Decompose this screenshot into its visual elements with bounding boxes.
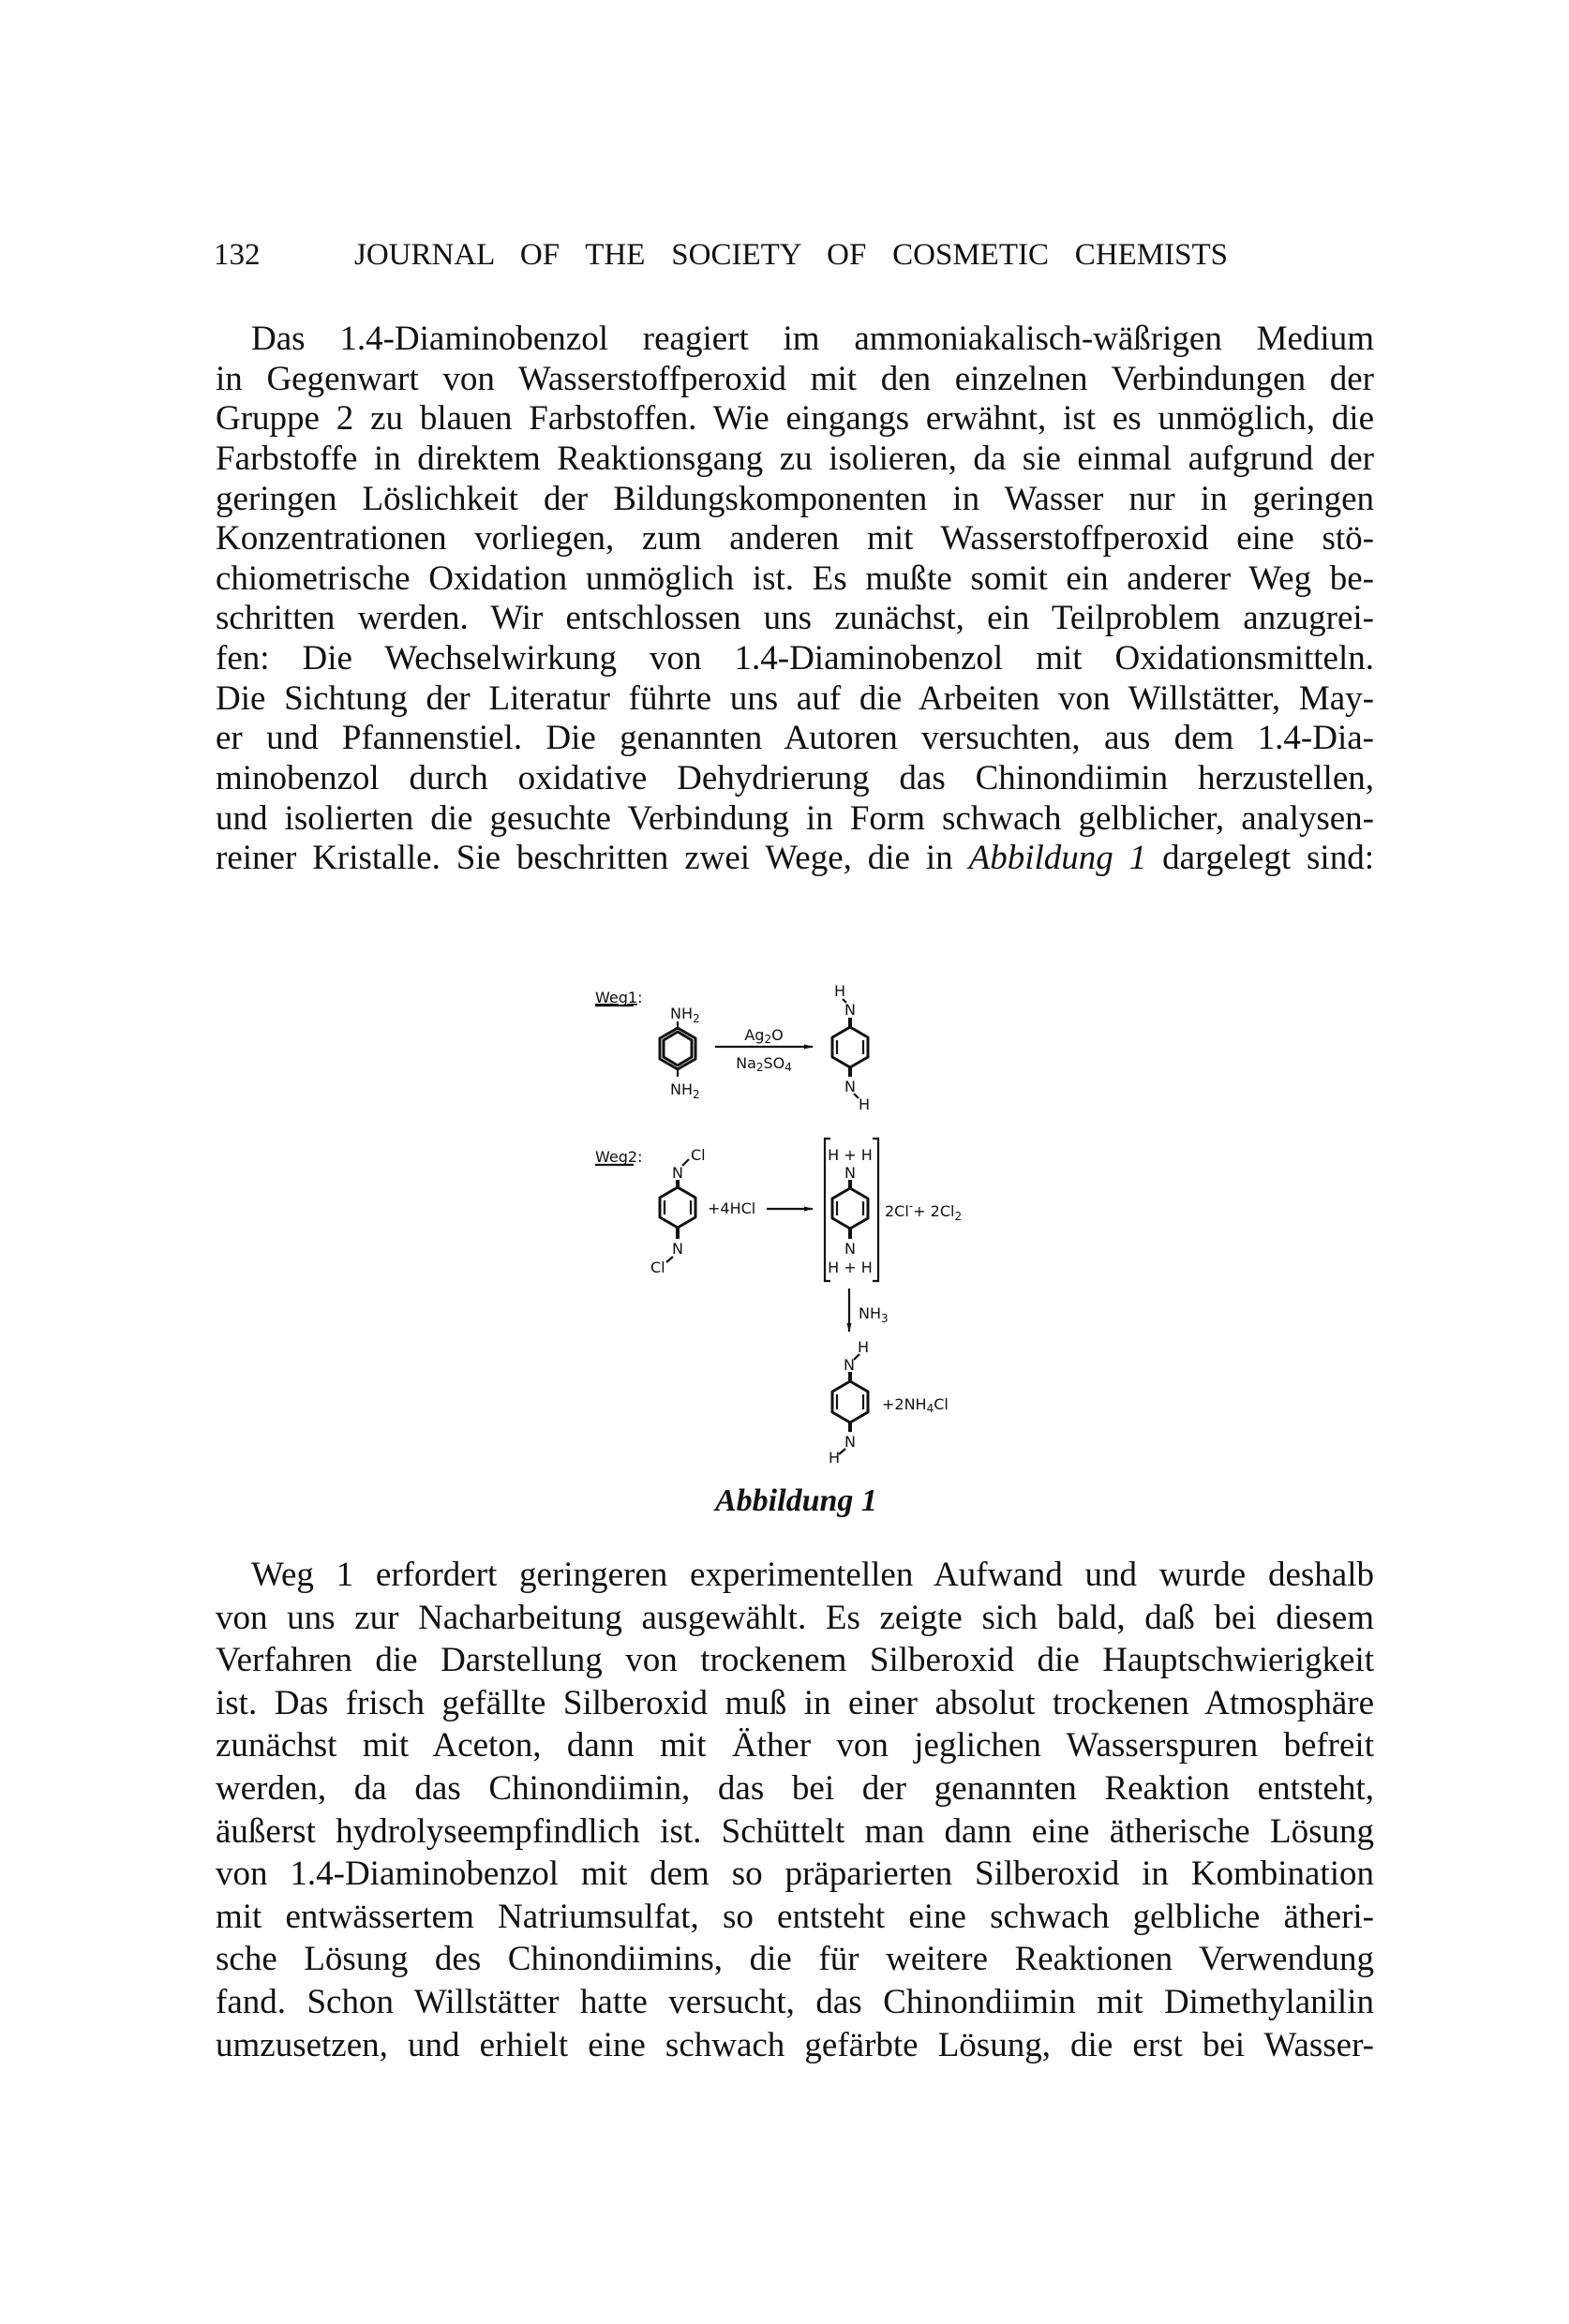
page-number: 132 <box>214 238 261 272</box>
chlorine-label: Cl <box>691 1146 706 1164</box>
text-line-content: Die Sichtung der Literatur führte uns auf die Arbeiten von Willstätter, May- <box>216 678 1374 718</box>
weg2-label: Weg2: <box>595 1148 643 1166</box>
right-bracket <box>873 1139 878 1281</box>
chinondiimin-product <box>829 1338 869 1467</box>
text-line-content: Gruppe 2 zu blauen Farbstoffen. Wie eingangs erwähnt, ist es unmöglich, die <box>216 399 1374 439</box>
text-segment: reiner Kristalle. Sie beschritten zwei Wege, die in <box>216 839 969 878</box>
text-line-content: fand. Schon Willstätter hatte versucht, das Chinondiimin mit Dimethylanilin <box>216 1982 1374 2021</box>
text-segment: dargelegt sind: <box>1146 839 1374 878</box>
text-line-content: äußerst hydrolyseempfindlich ist. Schüttelt man dann eine ätherische Lösung <box>216 1811 1374 1851</box>
text-line <box>216 2024 1374 2067</box>
iminium-hydrogens: H + H <box>828 1146 873 1164</box>
text-line <box>216 1938 1374 1981</box>
text-line-content: fen: Die Wechselwirkung von 1.4-Diaminobenzol mit Oxidationsmitteln. <box>216 639 1374 678</box>
benzene-ring <box>660 1028 695 1069</box>
figure-caption: Abbildung 1 <box>715 1483 877 1518</box>
journal-title-text: JOURNAL OF THE SOCIETY OF COSMETIC CHEMISTS <box>354 238 1228 272</box>
text-line-content: Das 1.4-Diaminobenzol reagiert im ammoniakalisch-wäßrigen Medium <box>251 320 1374 358</box>
text-line-content: sche Lösung des Chinondiimins, die für weitere Reaktionen Verwendung <box>216 1940 1374 1979</box>
chinondiimin-molecule <box>832 982 870 1113</box>
text-line <box>216 1597 1374 1640</box>
text-line-content: ist. Das frisch gefällte Silberoxid muß in einer absolut trockenen Atmosphäre <box>216 1683 1374 1722</box>
text-line-content: Verfahren die Darstellung von trockenem Silberoxid die Hauptschwierigkeit <box>216 1641 1374 1680</box>
reagent-hcl: +4HCl <box>708 1199 756 1217</box>
hydrogen-label: H <box>829 1449 841 1467</box>
chlorine-label: Cl <box>650 1259 665 1276</box>
text-line-content: geringen Löslichkeit der Bildungskomponenten in Wasser nur in geringen <box>216 479 1374 518</box>
hydrogen-label: H <box>859 1095 871 1113</box>
text-line <box>216 1682 1374 1725</box>
text-line <box>216 1981 1374 2024</box>
hydrogen-label: H <box>858 1338 870 1356</box>
paragraph-2 <box>216 1554 1374 2066</box>
hydrogen-label: H <box>834 982 846 1000</box>
byproduct-ammonium-chloride: +2NH4Cl <box>882 1395 949 1415</box>
text-line-content: Weg 1 erfordert geringeren experimentellen Aufwand und wurde deshalb <box>251 1556 1374 1594</box>
text-line-content: minobenzol durch oxidative Dehydrierung das Chinondiimin herzustellen, <box>216 759 1374 798</box>
text-line-content: schritten werden. Wir entschlossen uns zunächst, ein Teilproblem anzugrei- <box>216 599 1374 638</box>
nitrogen-label: N <box>844 1164 856 1182</box>
reagent-sodium-sulfate: Na2SO4 <box>736 1054 792 1074</box>
text-line-content: von 1.4-Diaminobenzol mit dem so präparierten Silberoxid in Kombination <box>216 1855 1374 1894</box>
nitrogen-label: N <box>672 1240 683 1258</box>
text-line <box>216 1810 1374 1854</box>
reagent-silver-oxide: Ag2O <box>744 1026 784 1046</box>
text-line <box>216 1896 1374 1939</box>
nitrogen-label: N <box>844 1433 856 1451</box>
text-line-content: mit entwässertem Natriumsulfat, so entsteht eine schwach gelbliche ätheri- <box>216 1897 1374 1936</box>
text-line <box>216 1724 1374 1767</box>
text-line-content: und isolierten die gesuchte Verbindung in Form schwach gelblicher, analysen- <box>216 798 1374 838</box>
diiminium-intermediate <box>825 1139 878 1281</box>
text-line <box>216 1853 1374 1896</box>
weg1-label: Weg1: <box>595 989 643 1006</box>
text-line-content: umzusetzen, und erhielt eine schwach gefärbte Lösung, die erst bei Wasser- <box>216 2025 1374 2064</box>
text-line-content: er und Pfannenstiel. Die genannten Autoren versuchten, aus dem 1.4-Dia- <box>216 719 1374 758</box>
dichlorochinondiimin-molecule <box>650 1146 706 1276</box>
text-line <box>216 1767 1374 1810</box>
nitrogen-label: N <box>844 1356 855 1374</box>
text-line-content: chiometrische Oxidation unmöglich ist. Es mußte somit ein anderer Weg be- <box>216 559 1374 598</box>
reagent-ammonia: $NH_3$ <box>859 1304 889 1325</box>
nitrogen-label: N <box>844 1240 856 1258</box>
amino-group-top: $NH_2$ <box>670 1005 700 1025</box>
text-line-content: werden, da das Chinondiimin, das bei der genannten Reaktion entsteht, <box>216 1768 1374 1808</box>
diaminobenzene-molecule <box>660 1005 700 1101</box>
nitrogen-label: N <box>844 1001 856 1019</box>
text-line-content: Farbstoffe in direktem Reaktionsgang zu isolieren, da sie einmal aufgrund der <box>216 439 1374 478</box>
nitrogen-label: N <box>672 1164 683 1182</box>
text-line-content: in Gegenwart von Wasserstoffperoxid mit den einzelnen Verbindungen der <box>216 359 1374 398</box>
nitrogen-label: N <box>844 1078 856 1095</box>
amino-group-bottom: $NH_2$ <box>670 1080 700 1101</box>
iminium-hydrogens: H + H <box>828 1259 873 1276</box>
text-line <box>216 1554 1374 1597</box>
text-line-content: Konzentrationen vorliegen, zum anderen mit Wasserstoffperoxid eine stö- <box>216 519 1374 559</box>
figure-reference: Abbildung 1 <box>968 839 1147 878</box>
text-line <box>216 1639 1374 1682</box>
text-line-content: von uns zur Nacharbeitung ausgewählt. Es zeigte sich bald, daß bei diesem <box>216 1598 1374 1637</box>
counter-ions: $2Cl^-+ 2Cl_2$ <box>885 1199 963 1223</box>
text-line-content: zunächst mit Aceton, dann mit Äther von jeglichen Wasserspuren befreit <box>216 1726 1374 1765</box>
